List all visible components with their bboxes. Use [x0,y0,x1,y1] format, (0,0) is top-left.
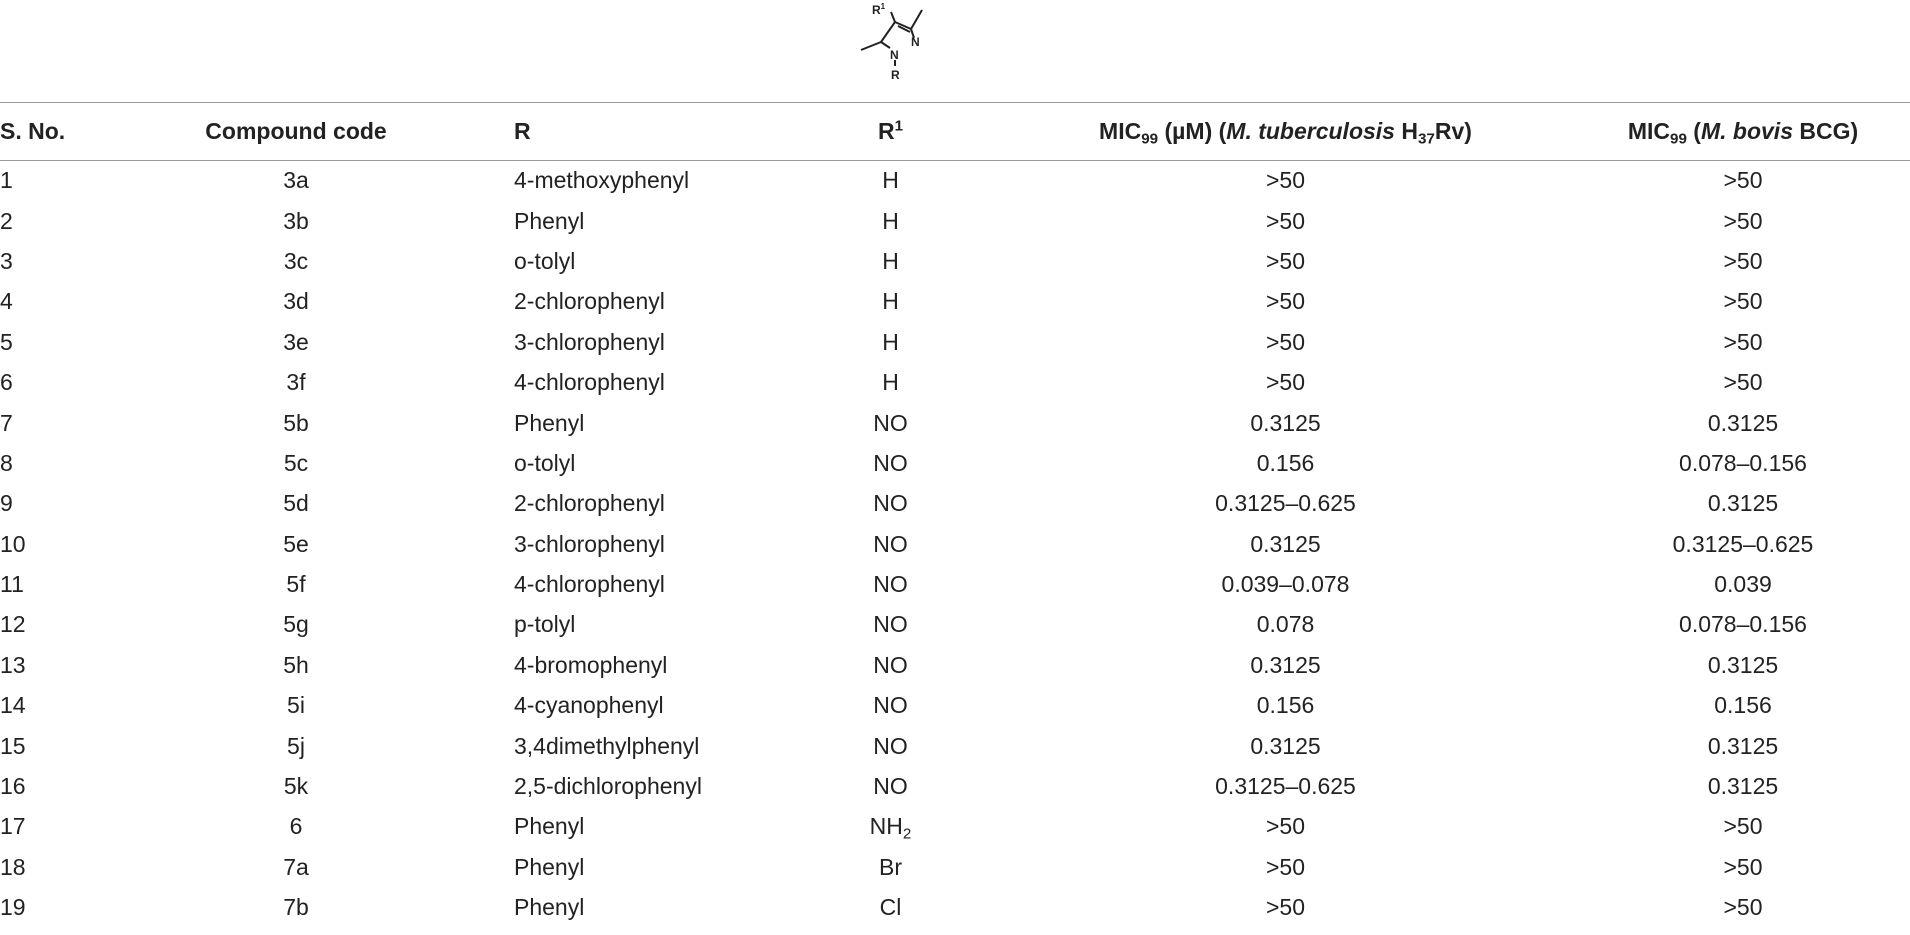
cell-r-substituent [404,726,786,766]
cell-compound-code-text: 5k [283,773,309,800]
cell-compound-code [188,161,404,201]
cell-mic-bovis [1576,645,1910,685]
cell-compound-code [188,362,404,402]
header-r1: $R^1$ [786,103,995,161]
cell-compound-code-text: 5i [287,692,305,719]
cell-sno [0,564,188,604]
cell-r1-substituent-text: H [882,167,899,194]
cell-mic-tuberculosis [995,564,1576,604]
cell-sno-text: 1 [0,167,13,194]
cell-sno-text: 6 [0,369,13,396]
cell-sno-text: 11 [0,571,24,598]
cell-compound-code [188,524,404,564]
cell-r-substituent [404,484,786,524]
cell-r1-substituent-text: NO [873,530,908,557]
table-row [0,362,1910,402]
cell-sno-text: 19 [0,894,26,921]
cell-r1-substituent [786,807,995,847]
cell-sno-text: 14 [0,692,26,719]
cell-mic-bovis [1576,766,1910,806]
cell-sno-text: 4 [0,288,13,315]
cell-r1-substituent [786,847,995,887]
cell-mic-tuberculosis-text: 0.078 [1256,611,1315,638]
cell-sno-text: 5 [0,328,13,355]
cell-mic-tuberculosis-text: 0.156 [1256,692,1315,719]
cell-mic-bovis [1576,524,1910,564]
cell-r1-substituent-text: H [882,328,899,355]
table-header-row [0,103,1910,161]
cell-mic-bovis [1576,847,1910,887]
cell-r1-substituent [786,524,995,564]
cell-r-substituent-text: Phenyl [514,207,585,234]
cell-mic-bovis-text: 0.3125 [1707,409,1779,436]
table-row [0,564,1910,604]
cell-r-substituent-text: 2,5-dichlorophenyl [514,773,702,800]
cell-r1-substituent [786,766,995,806]
cell-sno-text: 8 [0,449,13,476]
table-row [0,241,1910,281]
cell-mic-bovis [1576,282,1910,322]
cell-mic-tuberculosis-text: >50 [1265,894,1305,921]
cell-compound-code [188,847,404,887]
cell-mic-tuberculosis [995,807,1576,847]
cell-mic-bovis-text: >50 [1723,813,1763,840]
cell-mic-bovis [1576,605,1910,645]
cell-mic-bovis-text: 0.3125 [1707,651,1779,678]
cell-sno [0,484,188,524]
table-row [0,686,1910,726]
cell-sno-text: 16 [0,773,26,800]
cell-sno-text: 13 [0,651,26,678]
table-row [0,807,1910,847]
cell-compound-code [188,726,404,766]
cell-mic-bovis-text: 0.039 [1714,571,1772,598]
cell-r-substituent [404,443,786,483]
cell-compound-code-text: 7a [283,853,309,880]
cell-r-substituent-text: o-tolyl [514,247,576,274]
cell-compound-code-text: 3c [283,247,309,274]
cell-mic-tuberculosis-text: 0.3125 [1250,409,1321,436]
cell-compound-code [188,645,404,685]
cell-compound-code [188,443,404,483]
cell-sno-text: 9 [0,490,13,517]
cell-mic-tuberculosis-text: >50 [1265,853,1305,880]
cell-r-substituent-text: 4-cyanophenyl [514,692,664,719]
cell-compound-code-text: 5h [283,651,309,678]
cell-mic-bovis-text: 0.3125–0.625 [1672,530,1814,557]
cell-r1-substituent [786,605,995,645]
cell-r1-substituent [786,362,995,402]
cell-mic-bovis [1576,322,1910,362]
cell-r-substituent [404,686,786,726]
cell-r-substituent-text: o-tolyl [514,449,576,476]
cell-r1-substituent [786,322,995,362]
cell-mic-bovis-text: 0.3125 [1707,773,1779,800]
table-row [0,282,1910,322]
cell-sno-text: 15 [0,732,26,759]
header-mic-tuberculosis: $MIC_{99}$ (µM) (M. tuberculosis $H_{37}Rv$) [995,103,1576,161]
cell-mic-bovis [1576,362,1910,402]
cell-mic-tuberculosis [995,645,1576,685]
cell-mic-tuberculosis [995,403,1576,443]
cell-compound-code [188,766,404,806]
cell-r1-substituent [786,241,995,281]
cell-r1-substituent-text: NH [869,813,903,840]
cell-mic-tuberculosis [995,484,1576,524]
cell-sno [0,322,188,362]
cell-r-substituent [404,161,786,201]
cell-sno [0,161,188,201]
cell-r-substituent [404,403,786,443]
cell-mic-bovis-text: >50 [1723,853,1763,880]
cell-mic-tuberculosis-text: >50 [1265,207,1305,234]
cell-mic-bovis [1576,686,1910,726]
cell-sno [0,201,188,241]
table-row [0,645,1910,685]
cell-mic-tuberculosis [995,322,1576,362]
cell-sno-text: 10 [0,530,26,557]
cell-compound-code-text: 3e [283,328,309,355]
table-row [0,484,1910,524]
cell-mic-tuberculosis-text: >50 [1265,247,1305,274]
cell-compound-code [188,403,404,443]
cell-mic-tuberculosis-text: 0.3125 [1250,530,1321,557]
table-body [0,161,1910,928]
table-row [0,766,1910,806]
cell-r-substituent [404,241,786,281]
cell-r1-substituent-text: NO [873,571,908,598]
cell-sno-text: 2 [0,207,13,234]
cell-mic-tuberculosis-text: >50 [1265,813,1305,840]
cell-sno [0,766,188,806]
cell-r-substituent-text: 3-chlorophenyl [514,530,665,557]
cell-mic-bovis-text: >50 [1723,167,1763,194]
cell-compound-code-text: 5j [287,732,305,759]
cell-mic-bovis [1576,726,1910,766]
cell-r1-substituent-text: NO [873,409,908,436]
cell-sno [0,847,188,887]
cell-compound-code-text: 6 [289,813,303,840]
cell-mic-bovis-text: >50 [1723,247,1763,274]
cell-r-substituent [404,888,786,928]
cell-mic-bovis-text: >50 [1723,369,1763,396]
cell-r1-substituent-text: NO [873,490,908,517]
cell-r1-substituent-text: Cl [879,894,902,921]
cell-mic-bovis-text: 0.078–0.156 [1679,611,1807,638]
table-row [0,443,1910,483]
cell-r-substituent [404,282,786,322]
cell-compound-code-text: 5b [283,409,309,436]
cell-mic-bovis-text: >50 [1723,894,1763,921]
cell-r1-substituent-text: NO [873,611,908,638]
cell-mic-tuberculosis [995,282,1576,322]
cell-sno [0,362,188,402]
cell-mic-tuberculosis [995,362,1576,402]
cell-mic-bovis [1576,403,1910,443]
cell-compound-code [188,888,404,928]
cell-mic-tuberculosis-text: 0.039–0.078 [1221,571,1350,598]
cell-r-substituent [404,645,786,685]
header-sno: S. No. [0,103,188,161]
cell-compound-code [188,201,404,241]
table-row [0,847,1910,887]
cell-r1-substituent-text: H [882,247,899,274]
cell-r-substituent-text: Phenyl [514,409,585,436]
cell-sno [0,605,188,645]
cell-mic-bovis [1576,443,1910,483]
cell-mic-bovis-text: 0.3125 [1707,490,1779,517]
cell-compound-code [188,241,404,281]
cell-r-substituent [404,524,786,564]
cell-compound-code-text: 3f [286,369,306,396]
cell-sno-text: 7 [0,409,13,436]
cell-mic-tuberculosis [995,686,1576,726]
cell-r-substituent-text: 3,4dimethylphenyl [514,732,700,759]
cell-r-substituent [404,322,786,362]
cell-r1-subscript: 2 [902,825,912,843]
table-row [0,322,1910,362]
header-mic-bovis: $MIC_{99}$ (M. bovis BCG) [1576,103,1910,161]
cell-r-substituent-text: Phenyl [514,894,585,921]
cell-compound-code [188,564,404,604]
cell-compound-code-text: 3d [283,288,309,315]
cell-sno [0,443,188,483]
cell-r1-substituent-text: H [882,369,899,396]
cell-mic-tuberculosis [995,524,1576,564]
n2-atom-label: N [911,35,920,49]
cell-r-substituent-text: 2-chlorophenyl [514,490,665,517]
cell-mic-tuberculosis [995,847,1576,887]
cell-mic-bovis-text: >50 [1723,207,1763,234]
r1-position-label: $R^1$ [872,2,886,17]
cell-compound-code-text: 7b [283,894,309,921]
cell-r1-substituent-text: H [882,207,899,234]
cell-sno [0,807,188,847]
cell-mic-tuberculosis [995,888,1576,928]
cell-mic-tuberculosis-text: 0.3125 [1250,732,1321,759]
pyrazole-structure-diagram [855,2,945,88]
cell-mic-tuberculosis-text: 0.3125 [1250,651,1321,678]
cell-mic-bovis [1576,201,1910,241]
cell-sno-text: 17 [0,813,26,840]
table-row [0,524,1910,564]
cell-r1-substituent-text: NO [873,732,908,759]
cell-r1-substituent-text: Br [879,853,902,880]
cell-r1-substituent-text: NO [873,692,908,719]
cell-compound-code-text: 5c [283,449,309,476]
table-row [0,605,1910,645]
cell-mic-tuberculosis-text: >50 [1265,167,1305,194]
cell-compound-code [188,605,404,645]
cell-compound-code [188,484,404,524]
cell-r-substituent-text: 2-chlorophenyl [514,288,665,315]
cell-mic-bovis-text: 0.078–0.156 [1679,449,1807,476]
cell-mic-tuberculosis-text: 0.3125–0.625 [1215,773,1356,800]
cell-r1-substituent-text: NO [873,773,908,800]
cell-r-substituent [404,362,786,402]
cell-r1-substituent [786,888,995,928]
cell-mic-bovis-text: 0.156 [1714,692,1772,719]
cell-compound-code [188,686,404,726]
cell-r1-substituent [786,686,995,726]
cell-r1-substituent [786,403,995,443]
cell-r-substituent-text: 3-chlorophenyl [514,328,665,355]
table-row [0,726,1910,766]
cell-r-substituent [404,201,786,241]
cell-mic-bovis [1576,484,1910,524]
cell-r-substituent-text: Phenyl [514,853,585,880]
cell-mic-tuberculosis [995,443,1576,483]
cell-r1-substituent-text: NO [873,449,908,476]
cell-compound-code-text: 5d [283,490,309,517]
cell-mic-tuberculosis [995,766,1576,806]
cell-mic-bovis [1576,241,1910,281]
table-row [0,161,1910,201]
cell-r1-substituent [786,161,995,201]
cell-sno-text: 3 [0,247,13,274]
cell-sno [0,282,188,322]
cell-r1-substituent-text: H [882,288,899,315]
table-row [0,201,1910,241]
cell-r1-substituent [786,201,995,241]
cell-r-substituent [404,564,786,604]
cell-compound-code-text: 5f [286,571,306,598]
cell-r-substituent-text: Phenyl [514,813,585,840]
cell-compound-code-text: 5g [283,611,309,638]
cell-compound-code-text: 3a [283,167,309,194]
cell-mic-tuberculosis [995,161,1576,201]
cell-compound-code-text: 5e [283,530,309,557]
table-row [0,888,1910,928]
cell-mic-bovis-text: >50 [1723,288,1763,315]
cell-compound-code [188,807,404,847]
table-row [0,403,1910,443]
cell-mic-tuberculosis-text: >50 [1265,328,1305,355]
cell-r1-substituent [786,726,995,766]
cell-mic-tuberculosis [995,726,1576,766]
cell-r1-substituent [786,564,995,604]
cell-r-substituent-text: 4-methoxyphenyl [514,167,690,194]
cell-sno [0,645,188,685]
cell-r-substituent-text: 4-chlorophenyl [514,369,665,396]
cell-mic-tuberculosis [995,241,1576,281]
cell-r1-substituent [786,484,995,524]
cell-sno [0,403,188,443]
cell-r-substituent-text: p-tolyl [514,611,576,638]
cell-compound-code-text: 3b [283,207,309,234]
cell-sno [0,241,188,281]
cell-r-substituent [404,807,786,847]
cell-mic-bovis [1576,161,1910,201]
cell-r-substituent [404,847,786,887]
cell-sno [0,888,188,928]
cell-mic-bovis [1576,564,1910,604]
cell-sno-text: 18 [0,853,26,880]
r-position-label: R [891,68,900,82]
cell-r1-substituent [786,443,995,483]
cell-r-substituent-text: 4-chlorophenyl [514,571,665,598]
cell-mic-bovis [1576,888,1910,928]
cell-mic-tuberculosis-text: >50 [1265,288,1305,315]
cell-r1-substituent-text: NO [873,651,908,678]
cell-sno [0,686,188,726]
cell-r1-substituent [786,282,995,322]
cell-mic-bovis-text: >50 [1723,328,1763,355]
cell-r-substituent [404,766,786,806]
cell-mic-tuberculosis-text: 0.3125–0.625 [1215,490,1356,517]
cell-mic-tuberculosis-text: >50 [1265,369,1305,396]
cell-r-substituent [404,605,786,645]
cell-mic-bovis-text: 0.3125 [1707,732,1779,759]
cell-r1-substituent [786,645,995,685]
cell-sno [0,524,188,564]
cell-sno [0,726,188,766]
cell-sno-text: 12 [0,611,26,638]
cell-mic-tuberculosis-text: 0.156 [1256,449,1315,476]
cell-mic-bovis [1576,807,1910,847]
header-r: R [404,103,786,161]
cell-compound-code [188,282,404,322]
header-compound-code: Compound code [188,103,404,161]
cell-mic-tuberculosis [995,201,1576,241]
cell-mic-tuberculosis [995,605,1576,645]
n1-atom-label: N [890,48,899,62]
cell-r-substituent-text: 4-bromophenyl [514,651,668,678]
mic-results-table [0,102,1910,928]
cell-compound-code [188,322,404,362]
